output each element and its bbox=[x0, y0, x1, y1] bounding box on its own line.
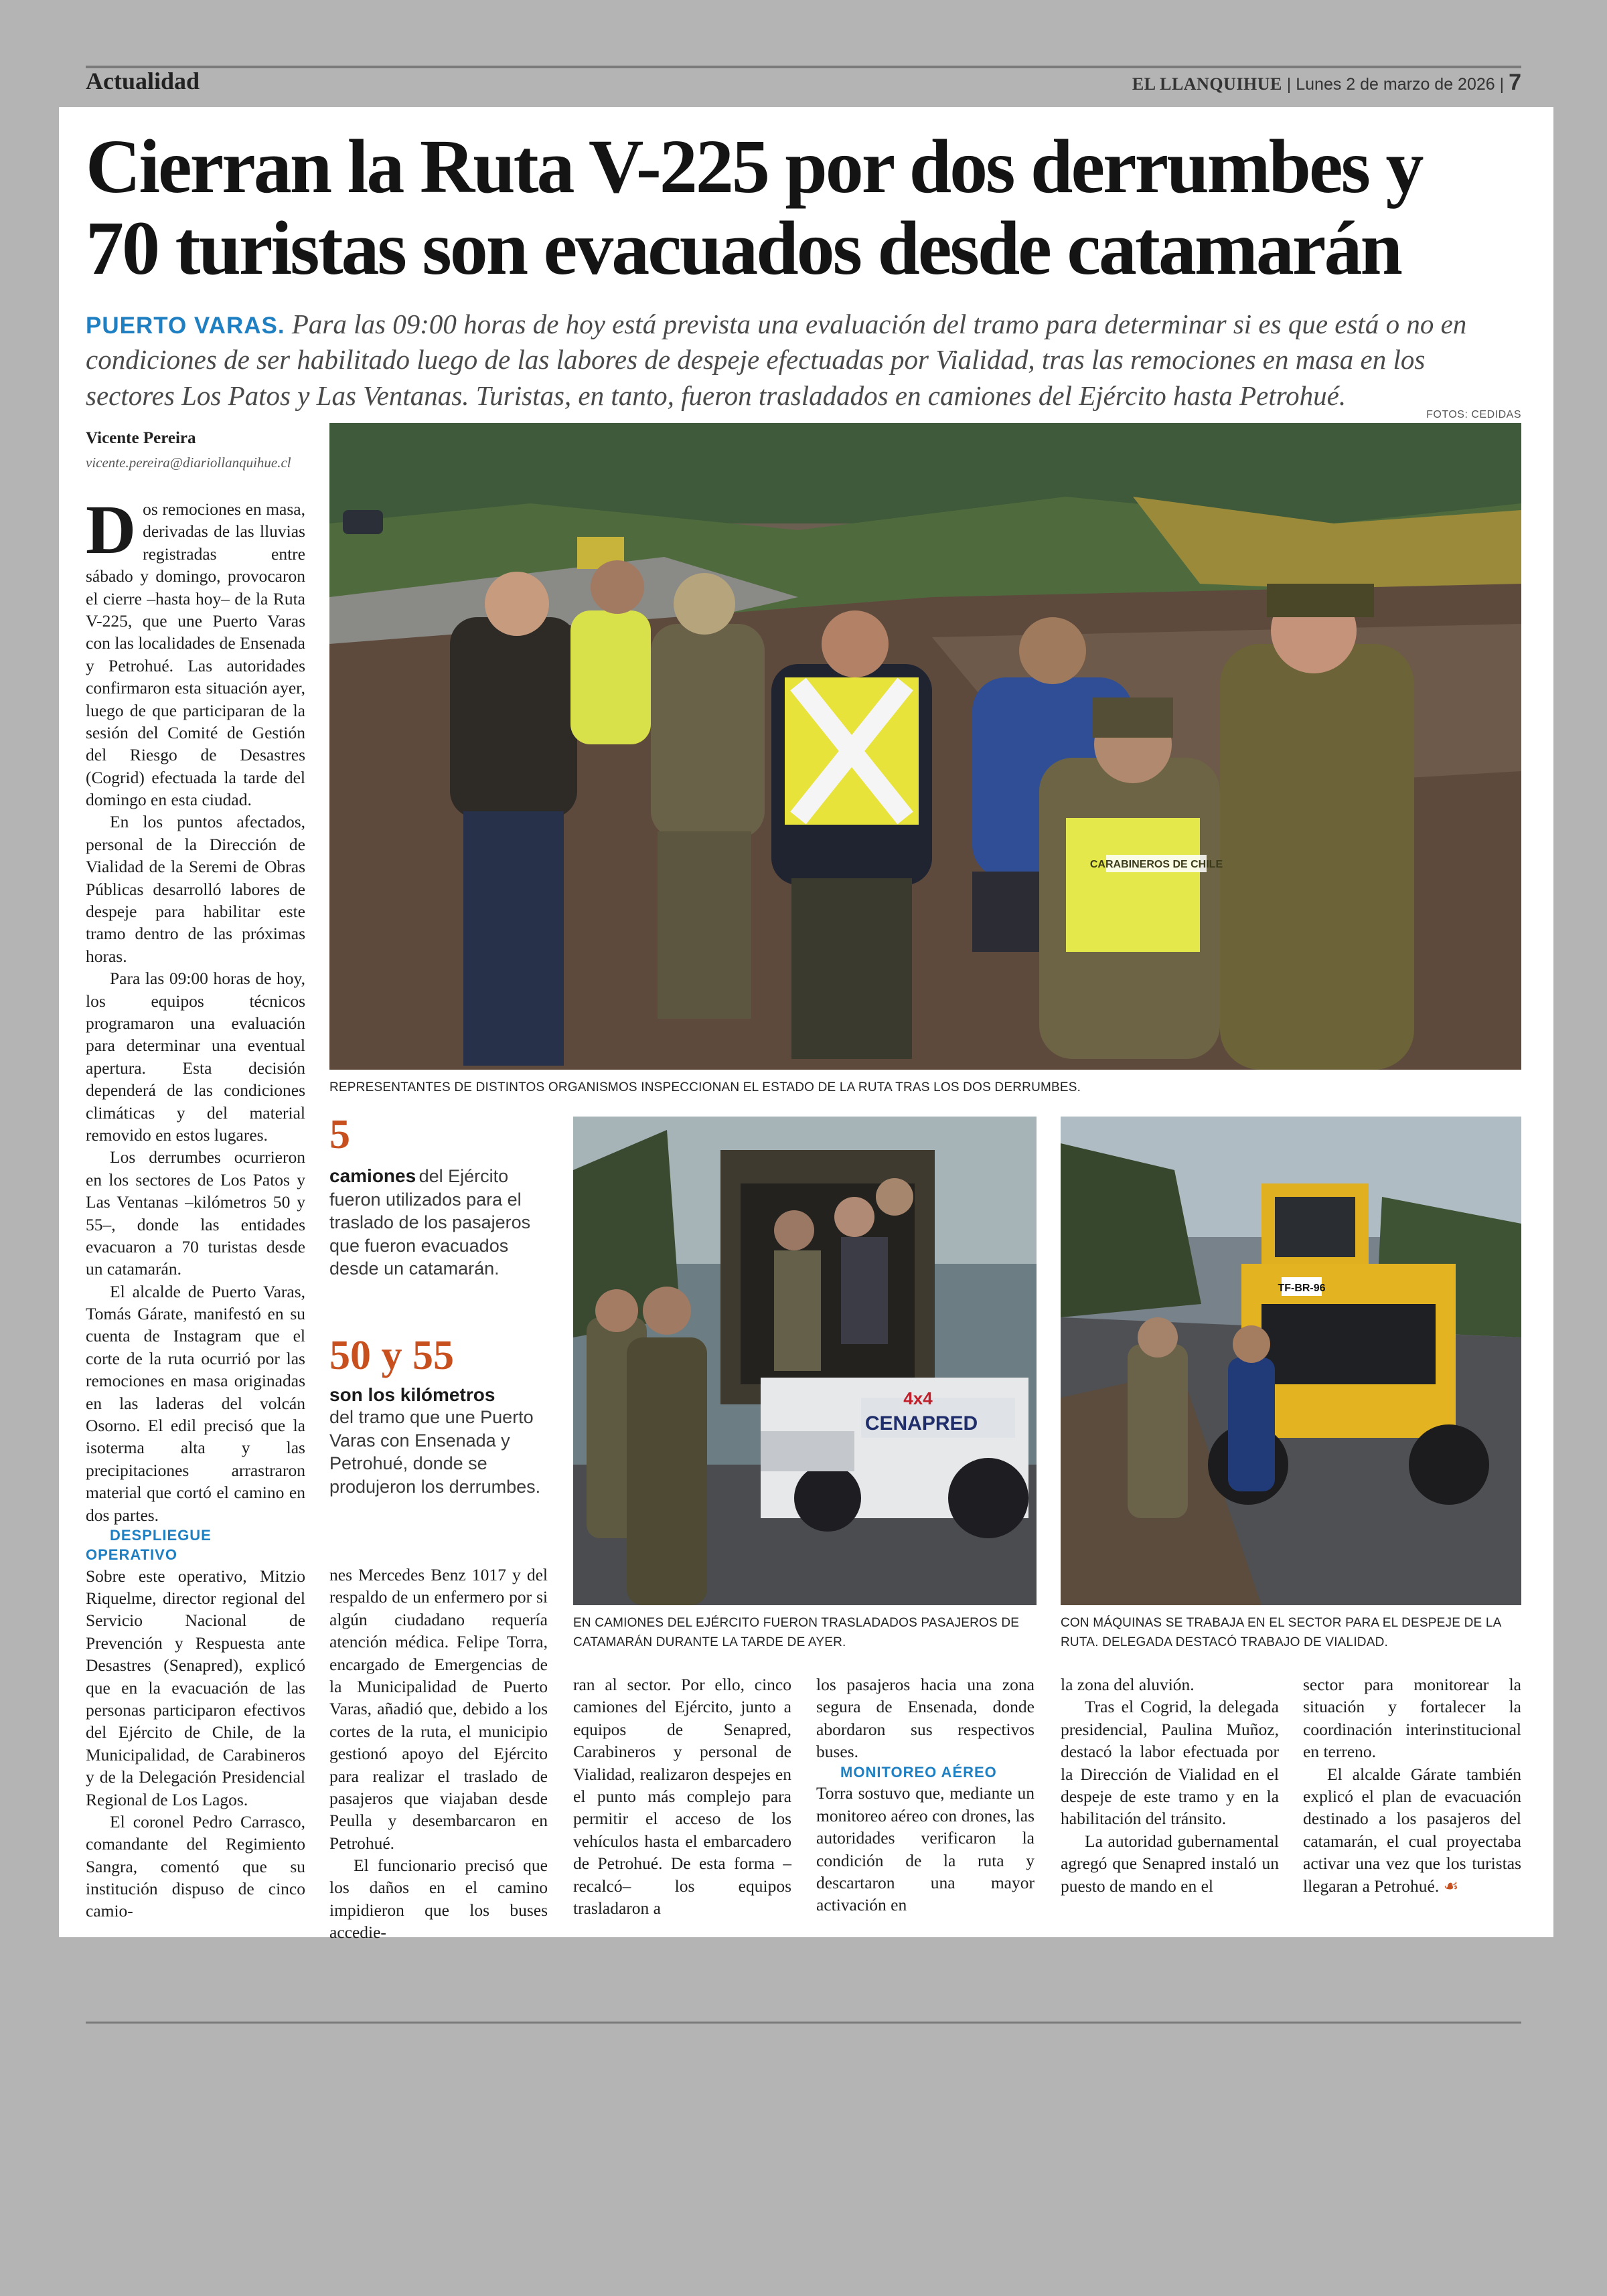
paragraph: El funcionario precisó que los daños en el camino impidieron que los buses accedie- bbox=[329, 1856, 548, 1943]
body-column-2 bbox=[329, 1564, 548, 1944]
paragraph: sector para monitorear la situación y fortalecer la coordinación interinstitucional en terreno. bbox=[1303, 1675, 1521, 1762]
header-rule bbox=[86, 66, 1521, 68]
deck-place: PUERTO VARAS. bbox=[86, 313, 285, 339]
fact-text: del Ejército fueron utilizados para el traslado de los pasajeros que fueron evacuados desde un catamarán. bbox=[329, 1166, 531, 1279]
body-column-1 bbox=[86, 491, 305, 1922]
subhead-despliegue: DESPLIEGUE OPERATIVO bbox=[86, 1526, 212, 1563]
newspaper-name: EL LLANQUIHUE bbox=[1132, 74, 1282, 94]
paragraph: La autoridad gubernamental agregó que Senapred instaló un puesto de mando en el bbox=[1061, 1831, 1279, 1896]
fact-label: camiones bbox=[329, 1165, 416, 1186]
drop-cap: D bbox=[86, 491, 137, 568]
end-mark: ☙ bbox=[1443, 1876, 1459, 1896]
paragraph: Sobre este operativo, Mitzio Riquelme, director regional del Servicio Nacional de Prevención y Respuesta ante Desastres (Senapred), explicó que en la evacuación de las personas participaron efectivos del Ejército de Chile, de la Municipalidad, de Carabineros y de la Delegación Presidencial Regional de Los Lagos. bbox=[86, 1566, 305, 1809]
paragraph: El alcalde de Puerto Varas, Tomás Gárate, manifestó en su cuenta de Instagram que el corte de la ruta ocurrió por las remociones en masa originadas en las laderas del volcán Osorno. El edil precisó que la isoterma alta y las precipitaciones arrastraron material que cortó el camino en dos partes. bbox=[86, 1281, 305, 1525]
machine-plate: TF-BR-96 bbox=[1278, 1283, 1326, 1294]
subhead-monitoreo: MONITOREO AÉREO bbox=[840, 1763, 997, 1781]
issue-date: Lunes 2 de marzo de 2026 bbox=[1296, 75, 1495, 94]
fact-text: del tramo que une Puerto Varas con Ensenada y Petrohué, donde se produjeron los derrumbes. bbox=[329, 1407, 541, 1497]
paragraph: ran al sector. Por ello, cinco camiones del Ejército, junto a equipos de Senapred, Carabineros y personal de Vialidad, realizaron despejes en el punto más complejo para permitir el acceso de los vehículos hasta el embarcadero de Petrohué. De esta forma –recalcó– los equipos trasladaron a bbox=[573, 1675, 791, 1918]
paragraph: los pasajeros hacia una zona segura de Ensenada, donde abordaron sus respectivos buses. bbox=[816, 1675, 1035, 1762]
paragraph: nes Mercedes Benz 1017 y del respaldo de un enfermero por si algún ciudadano requería atención médica. Felipe Torra, encargado de Emergencias de la Municipalidad de Puerto Varas, añadió que, debido a los cortes de la ruta, el municipio gestionó apoyo del Ejército para realizar el traslado de pasajeros que viajaban desde Peulla y desembarcaron en Petrohué. bbox=[329, 1565, 548, 1853]
fact-label: son los kilómetros bbox=[329, 1384, 495, 1405]
paragraph: Torra sostuvo que, mediante un monitoreo aéreo con drones, las autoridades verificaron la condición de la ruta y descartaron una mayor activación en bbox=[816, 1783, 1035, 1915]
paragraph: Para las 09:00 horas de hoy, los equipos técnicos programaron una evaluación para determinar una eventual apertura. Esta decisión dependerá de las condiciones climáticas y del material removido en estos lugares. bbox=[86, 969, 305, 1145]
section-label: Actualidad bbox=[86, 68, 200, 94]
body-column-5 bbox=[1061, 1673, 1279, 1897]
headline-line-2: 70 turistas son evacuados desde catamarán bbox=[86, 205, 1401, 291]
footer-rule bbox=[86, 2022, 1521, 2024]
machine-photo-caption: CON MÁQUINAS SE TRABAJA EN EL SECTOR PARA EL DESPEJE DE LA RUTA. DELEGADA DESTACÓ TRABAJO DE VIALIDAD. bbox=[1061, 1616, 1501, 1650]
body-column-6 bbox=[1303, 1673, 1521, 1897]
truck-badge: 4x4 bbox=[903, 1388, 933, 1408]
truck-brand: CENAPRED bbox=[864, 1412, 978, 1434]
page-folio: EL LLANQUIHUE | Lunes 2 de marzo de 2026 | 7 bbox=[1132, 70, 1521, 95]
vest-text: CARABINEROS DE CHILE bbox=[1089, 859, 1223, 870]
truck-photo-caption: EN CAMIONES DEL EJÉRCITO FUERON TRASLADADOS PASAJEROS DE CATAMARÁN DURANTE LA TARDE DE AYER. bbox=[573, 1616, 1020, 1650]
truck-photo-image bbox=[573, 1117, 1037, 1605]
deck-text: Para las 09:00 horas de hoy está prevista una evaluación del tramo para determinar si es que está o no en condiciones de ser habilitado luego de las labores de despeje efectuadas por Vialidad, tras las remociones en masa en los sectores Los Patos y Las Ventanas. Turistas, en tanto, fueron trasladados en camiones del Ejército hasta Petrohué. bbox=[86, 309, 1467, 411]
deck bbox=[86, 307, 1519, 414]
machine-photo bbox=[1061, 1117, 1521, 1605]
fact-number: 50 y 55 bbox=[329, 1333, 454, 1378]
fact-box-2 bbox=[329, 1335, 550, 1498]
paragraph-final bbox=[1303, 1763, 1521, 1897]
byline bbox=[86, 429, 320, 471]
machine-photo-image bbox=[1061, 1117, 1521, 1605]
body-column-4 bbox=[816, 1673, 1035, 1916]
paragraph: Los derrumbes ocurrieron en los sectores de Los Patos y Las Ventanas –kilómetros 50 y 55–, donde las entidades evacuaron a 70 turistas desde un catamarán. bbox=[86, 1147, 305, 1279]
headline bbox=[86, 126, 1532, 289]
paragraph: En los puntos afectados, personal de la Dirección de Vialidad de la Seremi de Obras Públicas desarrolló labores de despeje para habilitar este tramo dentro de las próximas horas. bbox=[86, 812, 305, 966]
body-column-3 bbox=[573, 1673, 791, 1919]
main-photo-image bbox=[329, 423, 1521, 1070]
main-photo-caption: REPRESENTANTES DE DISTINTOS ORGANISMOS INSPECCIONAN EL ESTADO DE LA RUTA TRAS LOS DOS DERRUMBES. bbox=[329, 1080, 1081, 1094]
author-email: vicente.pereira@diariollanquihue.cl bbox=[86, 455, 291, 471]
paragraph: os remociones en masa, derivadas de las lluvias registradas entre sábado y domingo, provocaron el cierre –hasta hoy– de la Ruta V-225, que une Puerto Varas con las localidades de Ensenada y Petrohué. Las autoridades confirmaron esta situación ayer, luego de que participaran de la sesión del Comité de Gestión del Riesgo de Desastres (Cogrid) efectuada la tarde del domingo en esta ciudad. bbox=[86, 499, 305, 810]
paragraph: El coronel Pedro Carrasco, comandante del Regimiento Sangra, comentó que su institución dispuso de cinco camio- bbox=[86, 1811, 305, 1921]
fact-box-1 bbox=[329, 1114, 550, 1281]
main-photo bbox=[329, 423, 1521, 1070]
paragraph: la zona del aluvión. bbox=[1061, 1675, 1195, 1694]
author-name: Vicente Pereira bbox=[86, 429, 196, 447]
page-number: 7 bbox=[1509, 70, 1521, 95]
paragraph: Tras el Cogrid, la delegada presidencial, Paulina Muñoz, destacó la labor efectuada por la Dirección de Vialidad en el despeje de este tramo y en la habilitación del tránsito. bbox=[1061, 1697, 1279, 1829]
headline-line-1: Cierran la Ruta V-225 por dos derrumbes y bbox=[86, 124, 1422, 209]
paragraph: El alcalde Gárate también explicó el plan de evacuación destinado a los pasajeros del catamarán, el cual proyectaba activar una vez que los turistas llegaran a Petrohué. bbox=[1303, 1764, 1521, 1896]
photo-credit: FOTOS: CEDIDAS bbox=[1426, 409, 1521, 420]
truck-photo bbox=[573, 1117, 1037, 1605]
fact-number: 5 bbox=[329, 1112, 350, 1157]
